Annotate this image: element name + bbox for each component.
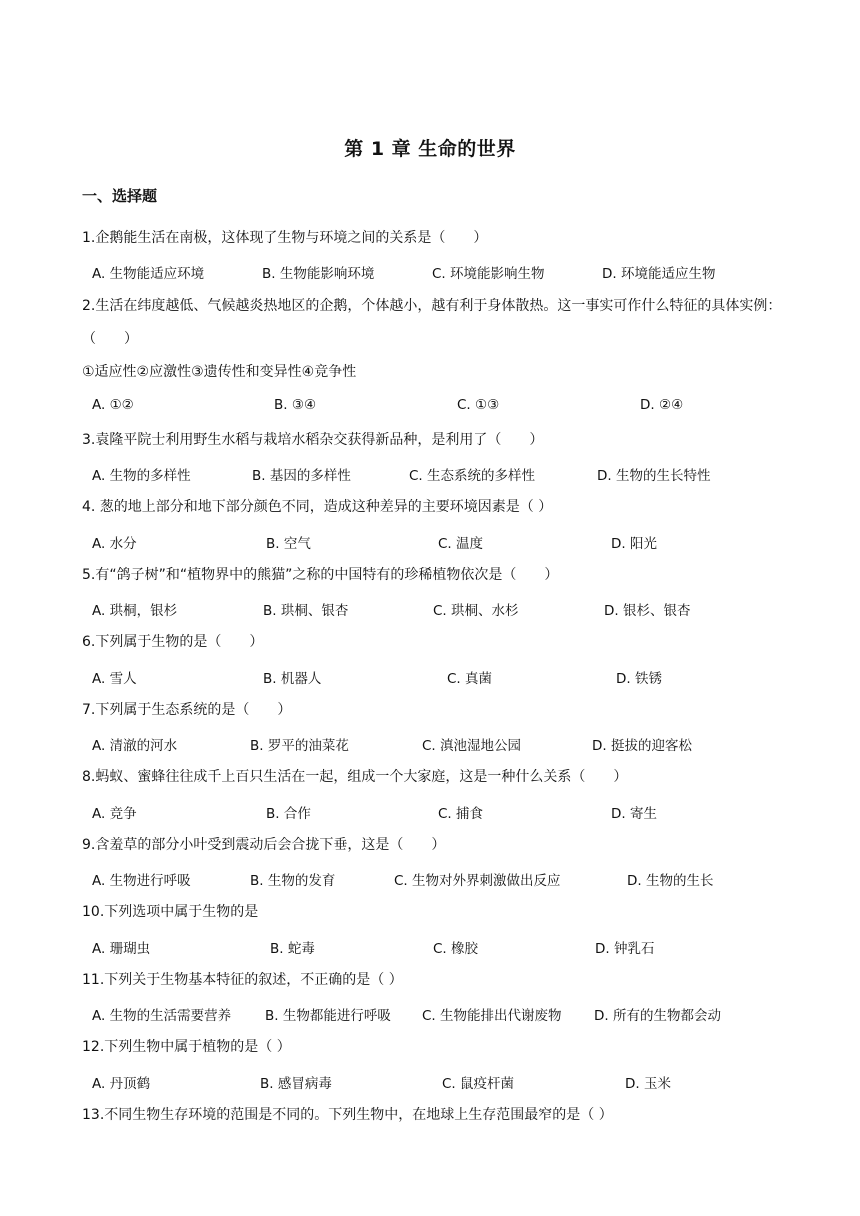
question-2-choices: ①适应性②应激性③遗传性和变异性④竞争性: [82, 364, 357, 380]
option-d: D. 钟乳石: [595, 941, 655, 957]
option-d: D. 挺拔的迎客松: [592, 738, 692, 754]
option-b: B. 合作: [266, 806, 311, 822]
question-9: 9.含羞草的部分小叶受到震动后会合拢下垂，这是（ ）: [82, 837, 446, 853]
option-a: A. 生物能适应环境: [92, 266, 205, 282]
option-a: A. 清澈的河水: [92, 738, 178, 754]
option-b: B. 感冒病毒: [260, 1076, 332, 1092]
option-b: B. 生物能影响环境: [262, 266, 375, 282]
question-3: 3.袁隆平院士利用野生水稻与栽培水稻杂交获得新品种，是利用了（ ）: [82, 432, 544, 448]
option-c: C. ①③: [457, 397, 500, 413]
option-b: B. 基因的多样性: [252, 468, 351, 484]
question-6: 6.下列属于生物的是（ ）: [82, 634, 264, 650]
option-a: A. 生物进行呼吸: [92, 873, 191, 889]
question-1: 1.企鹅能生活在南极，这体现了生物与环境之间的关系是（ ）: [82, 230, 488, 246]
option-c: C. 生物对外界刺激做出反应: [394, 873, 561, 889]
option-b: B. 生物的发育: [250, 873, 336, 889]
options-q6: [92, 667, 792, 687]
section-heading: 一、选择题: [82, 187, 158, 205]
option-b: B. 生物都能进行呼吸: [265, 1008, 391, 1024]
question-13: 13.不同生物生存环境的范围是不同的。下列生物中，在地球上生存范围最窄的是（ ）: [82, 1107, 613, 1123]
question-5: 5.有“鸽子树”和“植物界中的熊猫”之称的中国特有的珍稀植物依次是（ ）: [82, 567, 559, 583]
option-b: B. 罗平的油菜花: [250, 738, 349, 754]
option-b: B. 机器人: [263, 671, 322, 687]
question-8: 8.蚂蚁、蜜蜂往往成千上百只生活在一起，组成一个大家庭，这是一种什么关系（ ）: [82, 769, 628, 785]
options-q1: [92, 262, 792, 282]
option-a: A. 雪人: [92, 671, 137, 687]
option-d: D. 环境能适应生物: [602, 266, 716, 282]
option-c: C. 温度: [438, 536, 484, 552]
option-c: C. 真菌: [447, 671, 493, 687]
option-c: C. 生态系统的多样性: [409, 468, 536, 484]
options-q9: [92, 869, 792, 889]
option-c: C. 鼠疫杆菌: [442, 1076, 515, 1092]
question-2: 2.生活在纬度越低、气候越炎热地区的企鹅，个体越小，越有利于身体散热。这一事实可作什么特征的具体实例：（ ）: [82, 298, 782, 347]
option-d: D. 生物的生长: [627, 873, 714, 889]
option-a: A. 丹顶鹤: [92, 1076, 151, 1092]
option-d: D. 寄生: [611, 806, 657, 822]
option-d: D. 银杉、银杏: [604, 603, 691, 619]
option-c: C. 生物能排出代谢废物: [422, 1008, 562, 1024]
option-d: D. 生物的生长特性: [597, 468, 711, 484]
question-11: 11.下列关于生物基本特征的叙述，不正确的是（ ）: [82, 972, 403, 988]
option-d: D. 铁锈: [616, 671, 662, 687]
option-b: B. ③④: [274, 397, 317, 413]
options-q5: [92, 599, 792, 619]
options-q10: [92, 937, 792, 957]
option-c: C. 环境能影响生物: [432, 266, 545, 282]
options-q11: [92, 1004, 792, 1024]
option-c: C. 滇池湿地公园: [422, 738, 522, 754]
option-a: A. 珙桐，银杉: [92, 603, 178, 619]
option-d: D. 所有的生物都会动: [594, 1008, 721, 1024]
options-q8: [92, 802, 792, 822]
option-b: B. 珙桐、银杏: [263, 603, 349, 619]
option-c: C. 橡胶: [433, 941, 479, 957]
option-a: A. 珊瑚虫: [92, 941, 151, 957]
option-a: A. ①②: [92, 397, 134, 413]
options-q4: [92, 532, 792, 552]
option-c: C. 捕食: [438, 806, 484, 822]
options-q3: [92, 464, 792, 484]
option-d: D. ②④: [640, 397, 684, 413]
option-d: D. 阳光: [611, 536, 657, 552]
options-q12: [92, 1072, 792, 1092]
question-7: 7.下列属于生态系统的是（ ）: [82, 702, 292, 718]
option-b: B. 空气: [266, 536, 311, 552]
option-a: A. 生物的多样性: [92, 468, 191, 484]
option-b: B. 蛇毒: [270, 941, 315, 957]
question-4: 4. 葱的地上部分和地下部分颜色不同，造成这种差异的主要环境因素是（ ）: [82, 499, 553, 515]
question-12: 12.下列生物中属于植物的是（ ）: [82, 1039, 291, 1055]
options-q2: [92, 397, 792, 417]
option-a: A. 生物的生活需要营养: [92, 1008, 232, 1024]
option-c: C. 珙桐、水杉: [433, 603, 519, 619]
option-d: D. 玉米: [625, 1076, 671, 1092]
options-q7: [92, 734, 792, 754]
option-a: A. 水分: [92, 536, 137, 552]
option-a: A. 竞争: [92, 806, 137, 822]
question-10: 10.下列选项中属于生物的是: [82, 904, 259, 920]
page-title: 第 1 章 生命的世界: [344, 138, 516, 160]
